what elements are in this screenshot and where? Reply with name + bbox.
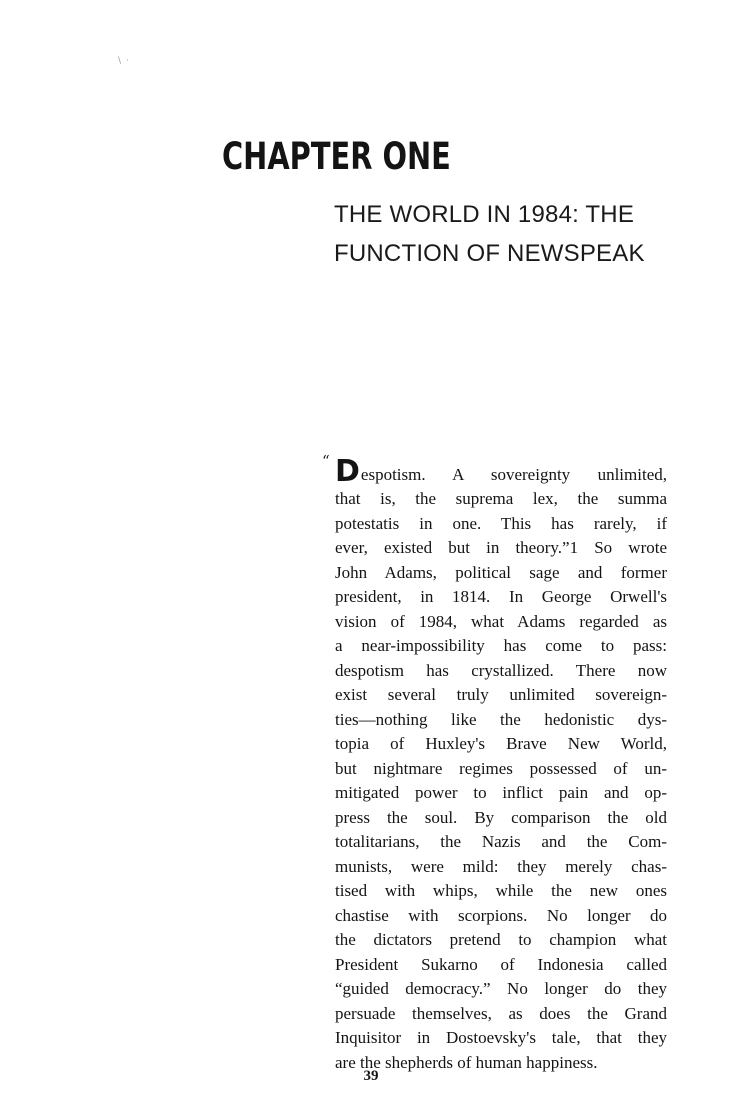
body-line: “guided democracy.” No longer do they [335, 979, 667, 998]
body-line: ever, existed but in theory.”1 So wrote [335, 538, 667, 557]
body-line: topia of Huxley's Brave New World, [335, 734, 667, 753]
body-line: the dictators pretend to champion what [335, 930, 667, 949]
chapter-title-line: FUNCTION OF NEWSPEAK [334, 240, 645, 267]
body-line: ties—nothing like the hedonistic dys- [335, 709, 667, 729]
chapter-label: CHAPTER ONE [222, 135, 451, 178]
body-line: President Sukarno of Indonesia called [335, 954, 667, 974]
body-line: tised with whips, while the new ones [335, 881, 667, 900]
body-line: chastise with scorpions. No longer do [335, 905, 667, 925]
body-line: mitigated power to inflict pain and op- [335, 783, 667, 802]
body-text [335, 455, 667, 1075]
opening-quote-mark: “ [322, 452, 330, 470]
body-line: John Adams, political sage and former [335, 562, 667, 582]
body-line: exist several truly unlimited sovereign- [335, 685, 667, 704]
drop-cap: D [335, 454, 360, 489]
page-number: 39 [363, 1068, 379, 1084]
body-line: totalitarians, the Nazis and the Com- [335, 832, 667, 851]
body-line: president, in 1814. In George Orwell's [335, 587, 667, 606]
body-line: Inquisitor in Dostoevsky's tale, that they [335, 1028, 667, 1047]
scan-speck: \ · [118, 56, 130, 66]
body-line: despotism has crystallized. There now [335, 660, 667, 680]
body-line: press the soul. By comparison the old [335, 807, 667, 827]
first-line [335, 455, 667, 487]
body-line: a near-impossibility has come to pass: [335, 636, 667, 655]
body-line: but nightmare regimes possessed of un- [335, 758, 667, 778]
body-line: persuade themselves, as does the Grand [335, 1003, 667, 1023]
chapter-title-line: THE WORLD IN 1984: THE [334, 201, 635, 228]
body-line: are the shepherds of human happiness. [335, 1052, 598, 1072]
body-line: potestatis in one. This has rarely, if [335, 513, 667, 533]
body-line: that is, the suprema lex, the summa [335, 489, 667, 508]
chapter-title [334, 195, 714, 273]
body-line: munists, were mild: they merely chas- [335, 856, 667, 876]
first-line-text: espotism. A sovereignty unlimited, [360, 464, 667, 484]
body-line: vision of 1984, what Adams regarded as [335, 611, 667, 631]
